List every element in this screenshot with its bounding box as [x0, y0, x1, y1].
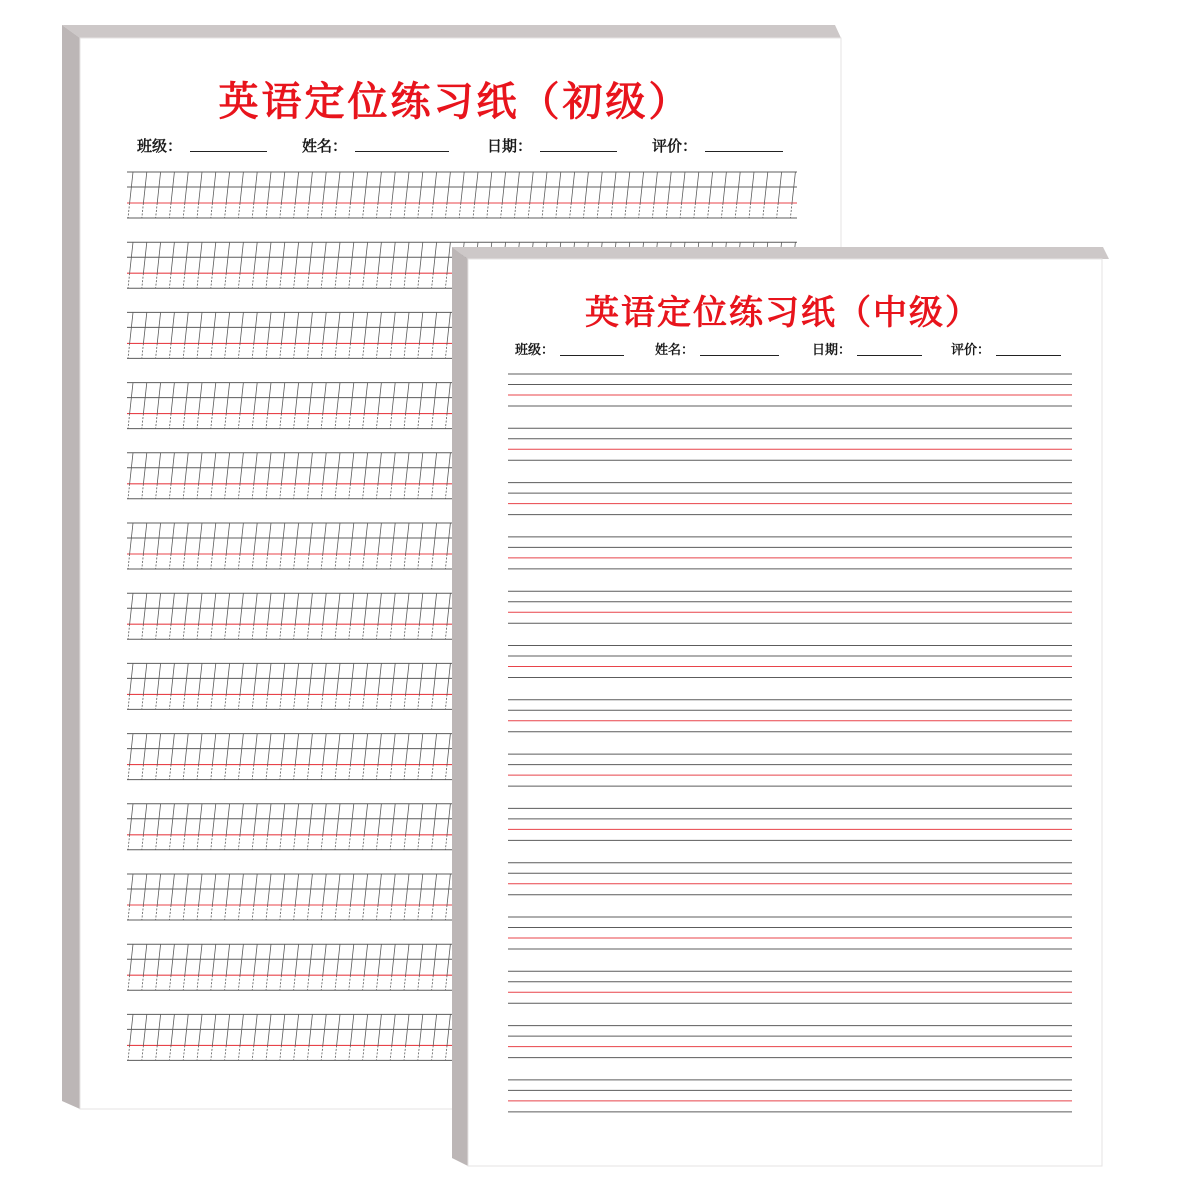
field-label: 班级：: [137, 137, 183, 155]
pad-top-edge: [62, 25, 841, 38]
date-field: [812, 342, 922, 360]
name-field: [655, 342, 779, 360]
field-label: 评价：: [652, 137, 698, 155]
class-field: [515, 342, 624, 360]
field-label: 日期：: [812, 343, 852, 358]
intermediate-practice-pad: [452, 247, 1110, 1167]
blank-underline: [996, 354, 1061, 356]
evaluation-field: [951, 342, 1061, 360]
blank-underline: [560, 354, 624, 356]
evaluation-field: [652, 136, 783, 156]
field-label: 姓名：: [655, 343, 695, 358]
blank-underline: [857, 354, 922, 356]
blank-underline: [190, 150, 267, 152]
field-label: 班级：: [515, 343, 555, 358]
date-field: [487, 136, 617, 156]
blank-underline: [355, 150, 449, 152]
pad-left-edge: [62, 25, 80, 1109]
blank-underline: [700, 354, 779, 356]
blank-underline: [705, 150, 783, 152]
field-label: 姓名：: [302, 137, 348, 155]
field-label: 日期：: [487, 137, 533, 155]
page-title: 英语定位练习纸（中级）: [585, 293, 981, 333]
class-field: [137, 136, 267, 156]
blank-underline: [540, 150, 617, 152]
intermediate-pad-sheet: [452, 247, 1110, 1167]
name-field: [302, 136, 449, 156]
page-title: 英语定位练习纸（初级）: [218, 78, 692, 125]
field-label: 评价：: [951, 343, 991, 358]
pad-top-edge: [452, 247, 1109, 259]
pad-left-edge: [452, 247, 468, 1166]
